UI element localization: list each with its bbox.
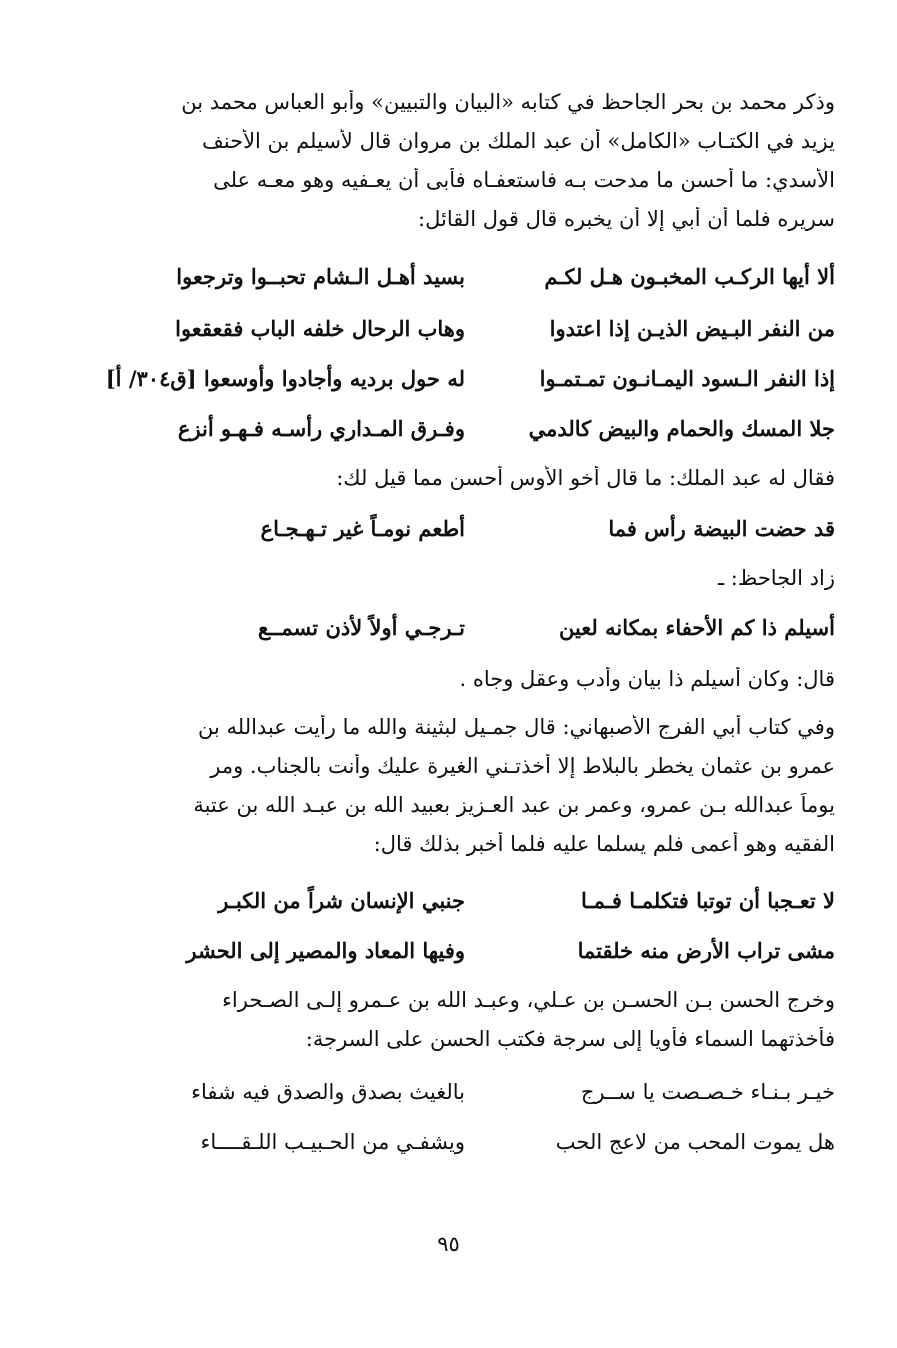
verse-second-hemistich: وفـرق المـداري رأسـه فـهـو أنزع: [177, 416, 465, 441]
paragraph-line: قال: وكان أسيلم ذا بيان وأدب وعقل وجاه .: [459, 667, 835, 691]
verse-line: [62, 316, 835, 356]
verse-second-hemistich: وفيها المعاد والمصير إلى الحشر: [186, 938, 465, 963]
verse-line: [62, 366, 835, 406]
verse-first-hemistich: خيـر بـنـاء خـصـصت يا ســرج: [580, 1080, 835, 1104]
verse-line: [62, 516, 835, 556]
paragraph-line: زاد الجاحظ: ـ: [717, 566, 835, 590]
paragraph-line: وخرج الحسن بـن الحسـن بن عـلي، وعبـد الله بن عـمرو إلـى الصـحراء: [222, 988, 835, 1012]
verse-line: [62, 416, 835, 456]
verse-second-hemistich: له حول برديه وأجادوا وأوسعوا [ق٣٠٤/ أ]: [105, 366, 465, 391]
verse-first-hemistich: مشى تراب الأرض منه خلقتما: [577, 938, 835, 963]
paragraph-line: عمرو بن عثمان يخطر بالبلاط إلا أخذتـني الغيرة عليك وأنت بالجناب. ومر: [210, 754, 835, 778]
paragraph-line: يزيد في الكتـاب «الكامل» أن عبد الملك بن مروان قال لأسيلم بن الأحنف: [202, 129, 835, 153]
verse-line: [62, 938, 835, 978]
verse-second-hemistich: بسيد أهـل الـشام تحبــوا وترجعوا: [176, 264, 465, 289]
verse-first-hemistich: جلا المسك والحمام والبيض كالدمي: [528, 416, 835, 441]
verse-line: [62, 888, 835, 928]
verse-second-hemistich: تـرجـي أولاً لأذن تسمــع: [257, 615, 465, 640]
verse-line: [62, 1130, 835, 1170]
verse-first-hemistich: أسيلم ذا كم الأحفاء بمكانه لعين: [558, 615, 835, 640]
verse-line: [62, 264, 835, 304]
paragraph-line: يوماً عبدالله بـن عمرو، وعمر بن عبد العـزيز بعبيد الله بن عبـد الله بن عتبة: [193, 793, 835, 817]
verse-line: [62, 615, 835, 655]
page-number: ٩٥: [437, 1232, 460, 1256]
paragraph-line: وفي كتاب أبي الفرج الأصبهاني: قال جمـيل لبثينة والله ما رأيت عبدالله بن: [197, 715, 835, 739]
verse-second-hemistich: ويشفـي من الحـبيـب اللـقــــاء: [200, 1130, 465, 1154]
paragraph-line: سريره فلما أن أبي إلا أن يخبره قال قول القائل:: [418, 207, 835, 231]
verse-first-hemistich: هل يموت المحب من لاعج الحب: [555, 1130, 835, 1154]
verse-first-hemistich: من النفر البـيض الذيـن إذا اعتدوا: [549, 316, 835, 341]
paragraph-line: فأخذتهما السماء فأويا إلى سرجة فكتب الحسن على السرجة:: [305, 1027, 835, 1051]
verse-second-hemistich: جنبي الإنسان شراً من الكبـر: [218, 888, 465, 913]
verse-first-hemistich: قد حضت البيضة رأس فما: [608, 516, 835, 541]
paragraph-line: وذكر محمد بن بحر الجاحظ في كتابه «البيان والتبيين» وأبو العباس محمد بن: [181, 90, 835, 114]
paragraph-line: فقال له عبد الملك: ما قال أخو الأوس أحسن مما قيل لك:: [336, 466, 835, 490]
verse-first-hemistich: إذا النفر الـسود اليمـانـون تمـتمـوا: [539, 366, 835, 391]
verse-first-hemistich: لا تعـجبا أن توتبا فتكلمـا فـمـا: [581, 888, 835, 913]
paragraph-line: الأسدي: ما أحسن ما مدحت بـه فاستعفـاه فأبى أن يعـفيه وهو معـه على: [213, 168, 835, 192]
verse-second-hemistich: أطعم نومـاً غير تـهـجـاع: [260, 516, 465, 541]
paragraph-line: الفقيه وهو أعمى فلم يسلما عليه فلما أخبر بذلك قال:: [373, 832, 835, 856]
verse-first-hemistich: ألا أيها الركـب المخبـون هـل لكـم: [544, 264, 835, 289]
verse-line: [62, 1080, 835, 1120]
verse-second-hemistich: وهاب الرحال خلفه الباب فقعقعوا: [175, 316, 465, 341]
verse-second-hemistich: بالغيث بصدق والصدق فيه شفاء: [191, 1080, 465, 1104]
